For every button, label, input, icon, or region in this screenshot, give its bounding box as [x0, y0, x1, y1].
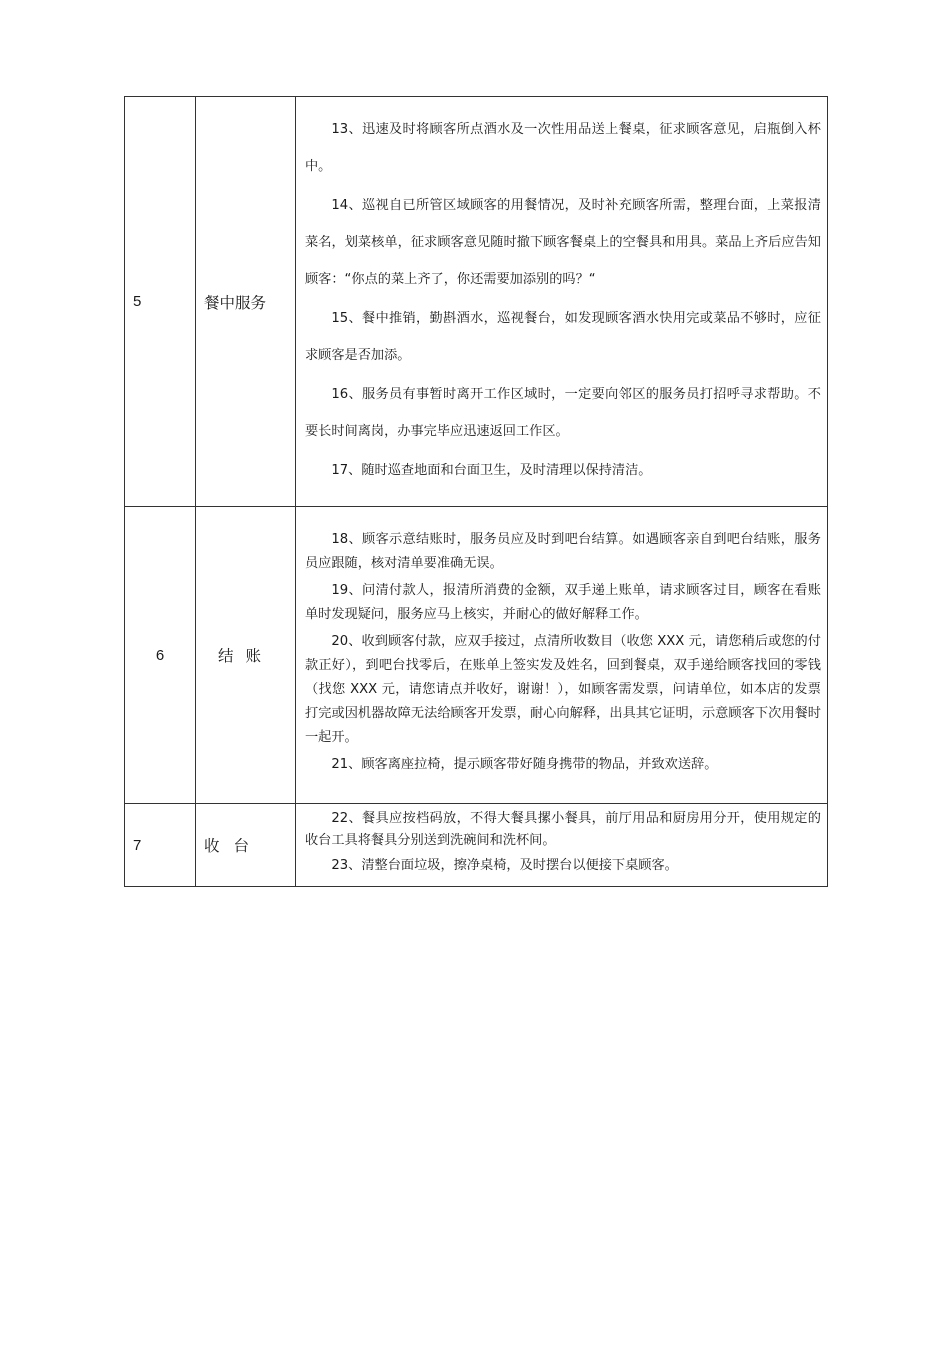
step-item: 17、随时巡查地面和台面卫生，及时清理以保持清洁。 — [331, 462, 652, 478]
step-number: 5 — [125, 97, 196, 507]
step-item: 20、收到顾客付款，应双手接过，点清所收数目（收您 XXX 元，请您稍后或您的付款正好），到吧台找零后，在账单上签实发及姓名，回到餐桌，双手递给顾客找回的零钱（找您 XXX 元，请您请点并收好，谢谢！），如顾客需发票，问请单位，如本店的发票打完或因机器故障无法给顾客开发票，耐心向解释，出具其它证明，示意顾客下次用餐时一起开。 — [305, 634, 821, 745]
table-row — [125, 507, 828, 804]
step-item: 21、顾客离座拉椅，提示顾客带好随身携带的物品，并致欢送辞。 — [331, 757, 718, 772]
table-row — [125, 97, 828, 507]
step-item: 16、服务员有事暂时离开工作区域时，一定要向邻区的服务员打招呼寻求帮助。不要长时间离岗，办事完毕应迅速返回工作区。 — [305, 386, 821, 439]
step-item: 19、问清付款人，报清所消费的金额，双手递上账单，请求顾客过目，顾客在看账单时发现疑问，服务应马上核实，并耐心的做好解释工作。 — [305, 583, 821, 622]
step-item: 14、巡视自已所管区域顾客的用餐情况，及时补充顾客所需，整理台面，上菜报清菜名，划菜核单，征求顾客意见随时撤下顾客餐桌上的空餐具和用具。菜品上齐后应告知顾客：“你点的菜上齐了，你还需要加添别的吗？“ — [305, 197, 821, 287]
step-details — [296, 804, 828, 887]
step-stage: 餐中服务 — [196, 97, 296, 507]
step-item: 13、迅速及时将顾客所点酒水及一次性用品送上餐桌，征求顾客意见，启瓶倒入杯中。 — [305, 121, 821, 174]
step-details — [296, 97, 828, 507]
table-row — [125, 804, 828, 887]
step-stage: 收台 — [196, 804, 296, 887]
step-details — [296, 507, 828, 804]
step-stage: 结账 — [196, 507, 296, 804]
service-procedure-table — [124, 96, 828, 887]
step-number: 6 — [125, 507, 196, 804]
step-item: 22、餐具应按档码放，不得大餐具摞小餐具，前厅用品和厨房用分开，使用规定的收台工具将餐具分别送到洗碗间和洗杯间。 — [305, 811, 821, 848]
step-item: 18、顾客示意结账时，服务员应及时到吧台结算。如遇顾客亲自到吧台结账，服务员应跟随，核对清单要准确无误。 — [305, 532, 821, 571]
step-number: 7 — [125, 804, 196, 887]
step-item: 15、餐中推销，勤斟酒水，巡视餐台，如发现顾客酒水快用完或菜品不够时，应征求顾客是否加添。 — [305, 310, 821, 363]
step-item: 23、清整台面垃圾，擦净桌椅，及时摆台以便接下桌顾客。 — [331, 858, 678, 873]
